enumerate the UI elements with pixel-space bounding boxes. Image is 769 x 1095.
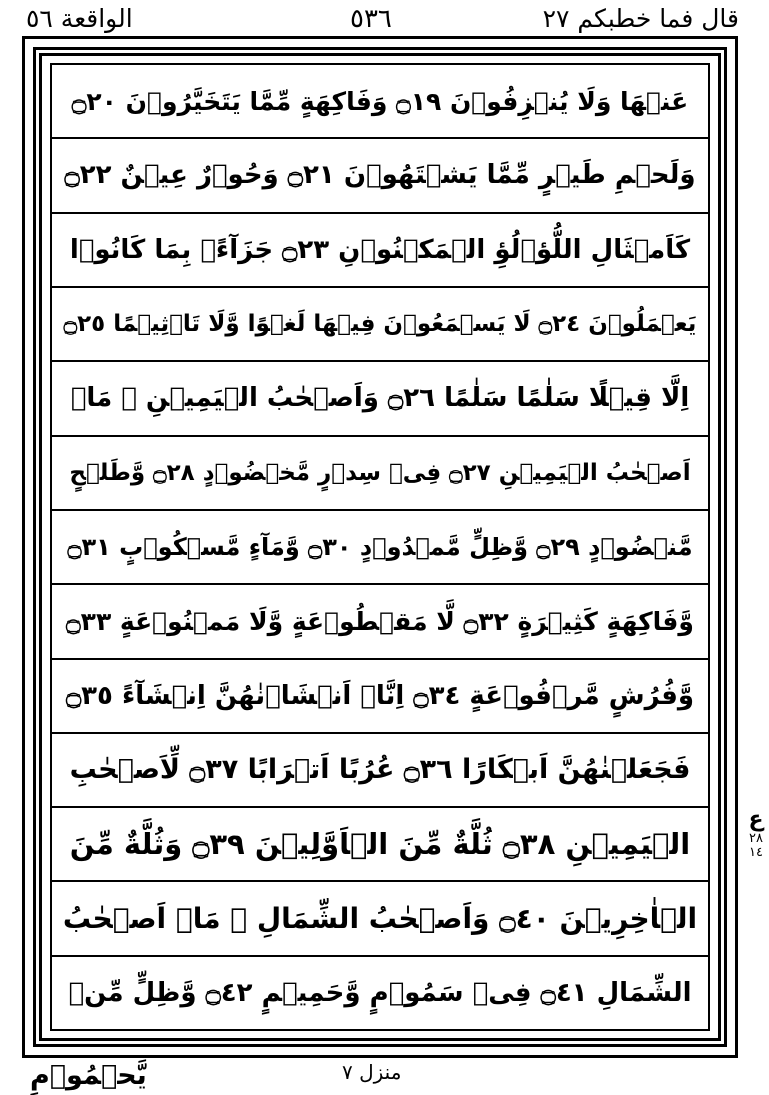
text-line: [52, 286, 708, 360]
ruku-count: ١٤: [749, 845, 763, 860]
text-line: [52, 212, 708, 286]
verse-text: كَاَمۡثَالِ اللُّؤۡلُؤِ الۡمَكۡنُوۡنِ ۝٢٣ جَزَآءًۢ بِمَا كَانُوۡا: [69, 234, 691, 265]
verse-text: اَصۡحٰبُ الۡيَمِيۡنِ ۝٢٧ فِىۡ سِدۡرٍ مَّخۡضُوۡدٍ ۝٢٨ وَّطَلۡحٍ: [69, 459, 691, 486]
text-line: [52, 137, 708, 211]
verse-text: يَعۡمَلُوۡنَ ۝٢٤ لَا يَسۡمَعُوۡنَ فِيۡهَا لَغۡوًا وَّلَا تَاۡثِيۡمًا ۝٢٥: [63, 311, 697, 338]
verse-text: وَّفُرُشٍ مَّرۡفُوۡعَةٍ ۝٣٤ اِنَّاۤ اَنۡشَاۡنٰهُنَّ اِنۡشَآءً ۝٣٥: [65, 680, 695, 711]
page-frame: [22, 36, 738, 1058]
verse-text: عَنۡهَا وَلَا يُنۡزِفُوۡنَ ۝١٩ وَفَاكِهَةٍ مِّمَّا يَتَخَيَّرُوۡنَ ۝٢٠: [71, 86, 689, 116]
catchword: يَّحۡمُوۡمٍ: [30, 1060, 147, 1091]
verse-text: وَلَحۡمِ طَيۡرٍ مِّمَّا يَشۡتَهُوۡنَ ۝٢١ وَحُوۡرٌ عِيۡنٌ ۝٢٢: [64, 160, 696, 191]
juz-name: قال فما خطبكم ٢٧: [542, 4, 739, 33]
verse-text: وَّفَاكِهَةٍ كَثِيۡرَةٍ ۝٣٢ لَّا مَقۡطُوۡعَةٍ وَّلَا مَمۡنُوۡعَةٍ ۝٣٣: [66, 606, 694, 636]
text-line: [52, 360, 708, 434]
page-footer: [0, 1058, 769, 1095]
text-block: [50, 63, 710, 1031]
ruku-sign: ع: [748, 807, 764, 832]
verse-text: فَجَعَلۡنٰهُنَّ اَبۡكَارًا ۝٣٦ عُرُبًا اَتۡرَابًا ۝٣٧ لِّاَصۡحٰبِ: [69, 754, 691, 786]
verse-text: الشِّمَالِ ۝٤١ فِىۡ سَمُوۡمٍ وَّحَمِيۡمٍ ۝٤٢ وَّظِلٍّ مِّنۡ: [68, 977, 692, 1008]
verse-text: الۡاٰخِرِيۡنَ ۝٤٠ وَاَصۡحٰبُ الشِّمَالِ ۙ مَاۤ اَصۡحٰبُ: [62, 902, 698, 936]
text-line: [52, 658, 708, 732]
ruku-number: ٢٨: [749, 831, 763, 846]
text-line: [52, 509, 708, 583]
surah-name: الواقعة ٥٦: [26, 4, 133, 33]
text-line: [52, 955, 708, 1029]
text-line: [52, 65, 708, 137]
text-line: [52, 880, 708, 954]
text-line: [52, 732, 708, 806]
text-line: [52, 435, 708, 509]
page-number: ٥٣٦: [350, 4, 392, 34]
page-header: [0, 2, 769, 36]
manzil-label: منزل ٧: [342, 1060, 402, 1084]
verse-text: مَّنۡضُوۡدٍ ۝٢٩ وَّظِلٍّ مَّمۡدُوۡدٍ ۝٣٠ وَّمَآءٍ مَّسۡكُوۡبٍ ۝٣١: [67, 533, 693, 562]
text-line: [52, 806, 708, 880]
verse-text: اِلَّا قِيۡلًا سَلٰمًا سَلٰمًا ۝٢٦ وَاَصۡحٰبُ الۡيَمِيۡنِ ۙ مَاۤ: [70, 383, 690, 414]
ruku-marker: [744, 808, 768, 860]
text-line: [52, 583, 708, 657]
verse-text: الۡيَمِيۡنِ ۝٣٨ ثُلَّةٌ مِّنَ الۡاَوَّلِيۡنَ ۝٣٩ وَثُلَّةٌ مِّنَ: [69, 827, 691, 862]
